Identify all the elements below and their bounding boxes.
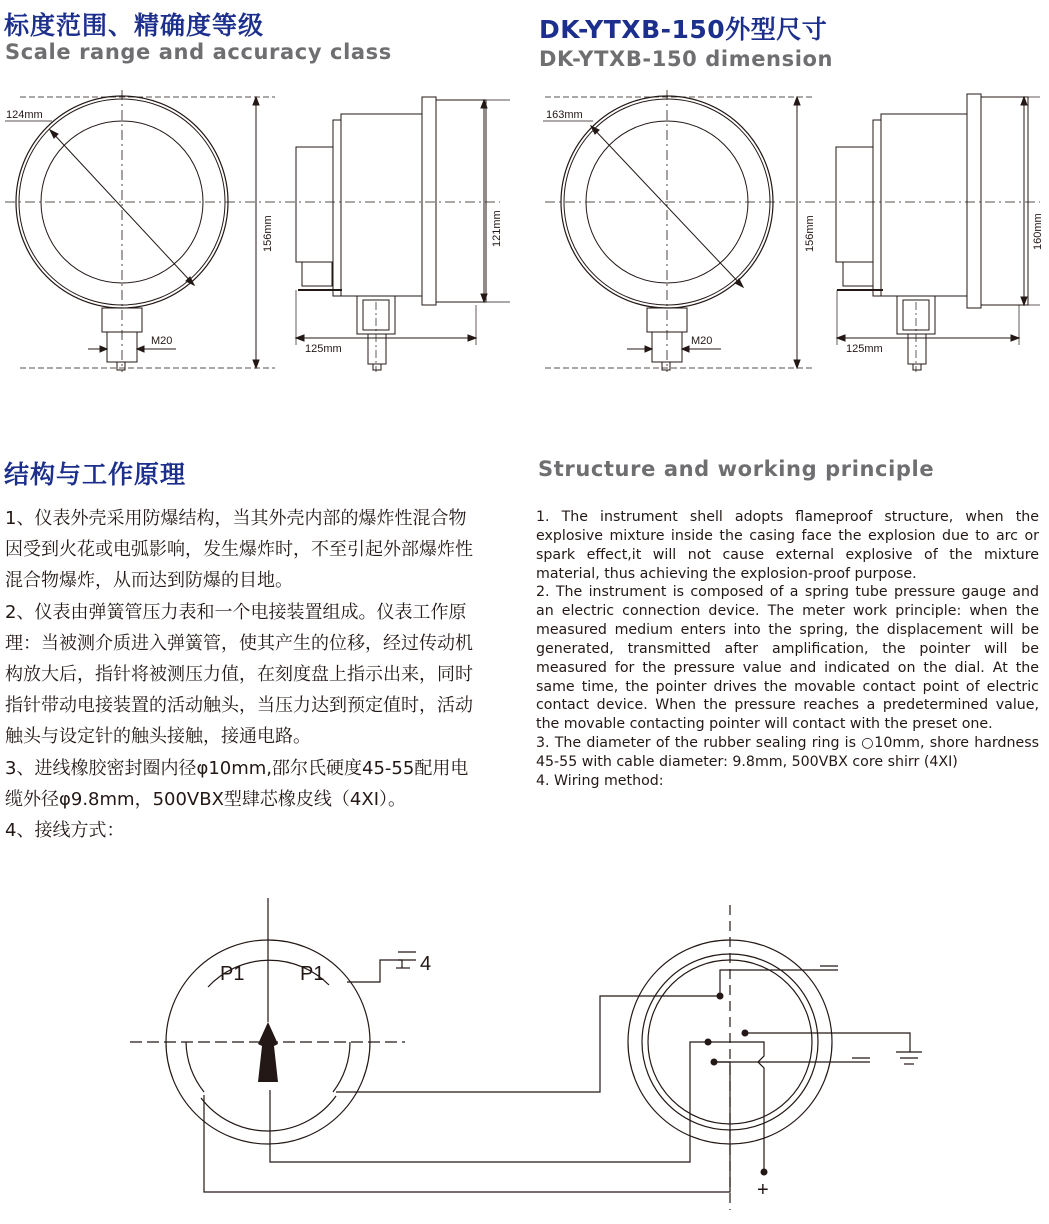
structure-text-cn [5, 503, 515, 846]
structure-text-en [536, 508, 1039, 791]
en-item: 3. The diameter of the rubber sealing ring is ○10mm, shore hardness 45-55 with cable diameter: 9.8mm, 500VBX core shirr (4XI) [536, 735, 1039, 770]
dimension-label-body: 160mm [1032, 213, 1044, 250]
gauge-case [881, 114, 967, 296]
structure-title-en: Structure and working principle [538, 457, 935, 481]
scale-title-en: Scale range and accuracy class [5, 40, 392, 64]
pointer-icon [258, 1022, 278, 1082]
junction-box [836, 147, 873, 262]
cn-line: 构放大后，指针将被测压力值，在刻度盘上指示出来，同时 [5, 663, 473, 685]
cn-line: 指针带动电接装置的活动触头，当压力达到预定值时，活动 [5, 695, 473, 717]
scale-label-body: 121mm [491, 210, 503, 247]
wiring-diagram [0, 890, 1049, 1224]
left-gauge-lower-arc [201, 1096, 336, 1131]
cn-line: 2、仪表由弹簧管压力表和一个电接装置组成。仪表工作原 [5, 601, 467, 623]
scale-label-diameter: 124mm [6, 109, 43, 121]
en-item: 1. The instrument shell adopts flameproof structure, when the explosive mixture inside the casing face the explosion due to arc or spark effect,it will not cause external explosive of the mixture material, thus achieving the explosion-proof purpose. [536, 509, 1039, 582]
en-item: 2. The instrument is composed of a spring tube pressure gauge and an electric connection device. The meter work principle: when the measured medium enters into the spring, the displacement will be generated, transmitted after amplification, the pointer will be measured for the pressure value and indicated on the dial. At the same time, the pointer drives the movable contact point of electric contact device. When the pressure reaches a predetermined value, the movable contacting pointer will contact with the preset one. [536, 584, 1039, 733]
dimension-title-cn: DK-YTXB-150外型尺寸 [539, 15, 828, 44]
right-p1-label: P1 [300, 963, 325, 985]
scale-label-depth: 125mm [305, 343, 342, 355]
dimension-drawing [525, 80, 1049, 380]
cn-line: 缆外径φ9.8mm，500VBX型肆芯橡皮线（4XI）。 [5, 788, 407, 810]
scale-label-height: 156mm [262, 215, 274, 252]
dimension-title-en: DK-YTXB-150 dimension [539, 47, 834, 71]
en-item: 4. Wiring method: [536, 772, 664, 789]
cn-line: 触头与设定针的触头接触，接通电路。 [5, 726, 311, 748]
gauge-case [341, 114, 422, 296]
plus-label: + [757, 1179, 769, 1201]
structure-title-cn: 结构与工作原理 [4, 460, 187, 489]
cn-line: 1、仪表外壳采用防爆结构，当其外壳内部的爆炸性混合物 [5, 508, 467, 529]
dimension-label-depth: 125mm [846, 343, 883, 355]
front-flange [967, 94, 981, 308]
dimension-label-diameter: 163mm [546, 109, 583, 121]
scale-label-thread: M20 [151, 335, 173, 347]
left-p1-label: P1 [220, 963, 245, 985]
terminal-4-label: 4 [420, 953, 432, 975]
scale-drawing [0, 80, 525, 380]
junction-box [296, 147, 333, 262]
cn-line: 混合物爆炸，从而达到防爆的目地。 [5, 570, 293, 592]
cn-line: 3、进线橡胶密封圈内径φ10mm,邵尔氏硬度45-55配用电 [5, 757, 469, 779]
cn-line: 理：当被测介质进入弹簧管，使其产生的位移，经过传动机 [5, 632, 473, 654]
dimension-label-height: 156mm [804, 215, 816, 252]
scale-title-cn: 标度范围、精确度等级 [4, 11, 265, 40]
cn-line: 4、接线方式： [5, 819, 125, 841]
front-flange [422, 97, 436, 305]
cn-line: 因受到火花或电弧影响，发生爆炸时，不至引起外部爆炸性 [5, 539, 473, 561]
dimension-label-thread: M20 [691, 335, 713, 347]
